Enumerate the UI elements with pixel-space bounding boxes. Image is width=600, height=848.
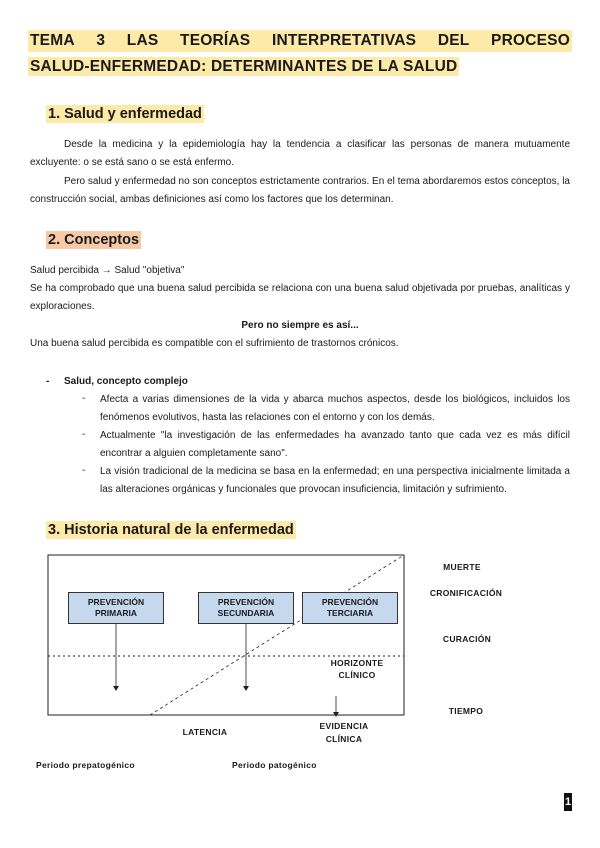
label-cronificacion: CRONIFICACIÓN xyxy=(429,588,503,598)
subbullet-dash: - xyxy=(82,465,86,476)
box-label: PREVENCIÓN xyxy=(217,597,275,607)
label-periodo-patogenico: Periodo patogénico xyxy=(232,760,317,770)
section2-heading-text: 2. Conceptos xyxy=(48,232,140,248)
arrow-head xyxy=(113,686,119,691)
box-prevencion-secundaria xyxy=(198,592,294,624)
title-word: TEORÍAS xyxy=(180,32,251,49)
title-word: INTERPRETATIVAS xyxy=(271,32,417,49)
subbullet-3: La visión tradicional de la medicina se basa en la enfermedad; en una perspectiva inicialmente limitada a las alteraciones orgánicas y funcionales que provocan insuficiencia, limitación y sufrimiento. xyxy=(100,466,570,495)
label-muerte: MUERTE xyxy=(443,562,481,572)
section2-para1: Se ha comprobado que una buena salud percibida se relaciona con una buena salud objetivada por pruebas, analíticas y exploraciones. xyxy=(30,283,570,312)
box-label: PREVENCIÓN xyxy=(321,597,379,607)
box-label: SECUNDARIA xyxy=(217,608,275,618)
subbullet-2: Actualmente "la investigación de las enfermedades ha avanzado tanto que cada vez es más difícil encontrar a alguien completamente sano". xyxy=(100,430,570,459)
title-word: LAS xyxy=(126,32,159,49)
title-line2-text: SALUD-ENFERMEDAD: DETERMINANTES DE LA SALUD xyxy=(30,58,458,75)
section1-heading-text: 1. Salud y enfermedad xyxy=(48,106,202,122)
section1-para1: Desde la medicina y la epidemiología hay la tendencia a clasificar las personas de manera mutuamente excluyente: o se está sano o se está enfermo. xyxy=(30,139,570,168)
subbullet-dash: - xyxy=(82,393,86,404)
title-word: 3 xyxy=(96,32,106,49)
box-label: PRIMARIA xyxy=(94,608,138,618)
diagram-frame xyxy=(48,555,404,715)
subbullet-1: Afecta a varias dimensiones de la vida y abarca muchos aspectos, desde los biológicos, incluidos los fenómenos evolutivos, hasta las relaciones con el entorno y con los demás. xyxy=(100,394,570,423)
bullet-salud-complejo: Salud, concepto complejo xyxy=(64,376,188,387)
page-number: 1 xyxy=(564,793,572,811)
label-latencia: LATENCIA xyxy=(182,727,228,737)
label-curacion: CURACIÓN xyxy=(442,634,492,644)
label-line: EVIDENCIA xyxy=(319,721,369,731)
box-prevencion-terciaria xyxy=(302,592,398,624)
disease-progression-line xyxy=(150,555,404,715)
label-line: CLÍNICO xyxy=(338,670,376,680)
box-label: PREVENCIÓN xyxy=(87,597,145,607)
section3-heading-text: 3. Historia natural de la enfermedad xyxy=(48,522,294,538)
box-label: TERCIARIA xyxy=(326,608,374,618)
box-prevencion-primaria xyxy=(68,592,164,624)
title-word: PROCESO xyxy=(491,32,570,49)
horizonte-clinico-label xyxy=(315,657,399,681)
section2-emphasis: Pero no siempre es así... xyxy=(241,320,359,331)
label-line: CLÍNICA xyxy=(325,734,363,744)
section1-para2: Pero salud y enfermedad no son conceptos estrictamente contrarios. En el tema abordaremos estos conceptos, la construcción social, ambas definiciones así como los factores que los determinan. xyxy=(30,176,570,205)
subbullet-dash: - xyxy=(82,429,86,440)
title-word: DEL xyxy=(437,32,470,49)
title-word: TEMA xyxy=(30,32,75,49)
section2-para2: Una buena salud percibida es compatible con el sufrimiento de trastornos crónicos. xyxy=(30,338,399,349)
section2-line1: Salud percibida → Salud "objetiva" xyxy=(30,265,185,276)
label-periodo-prepatogenico: Periodo prepatogénico xyxy=(36,760,135,770)
arrow-head xyxy=(243,686,249,691)
label-tiempo: TIEMPO xyxy=(448,706,484,716)
bullet-marker: - xyxy=(46,376,50,387)
label-evidencia-clinica xyxy=(306,720,382,746)
label-line: HORIZONTE xyxy=(330,658,384,668)
